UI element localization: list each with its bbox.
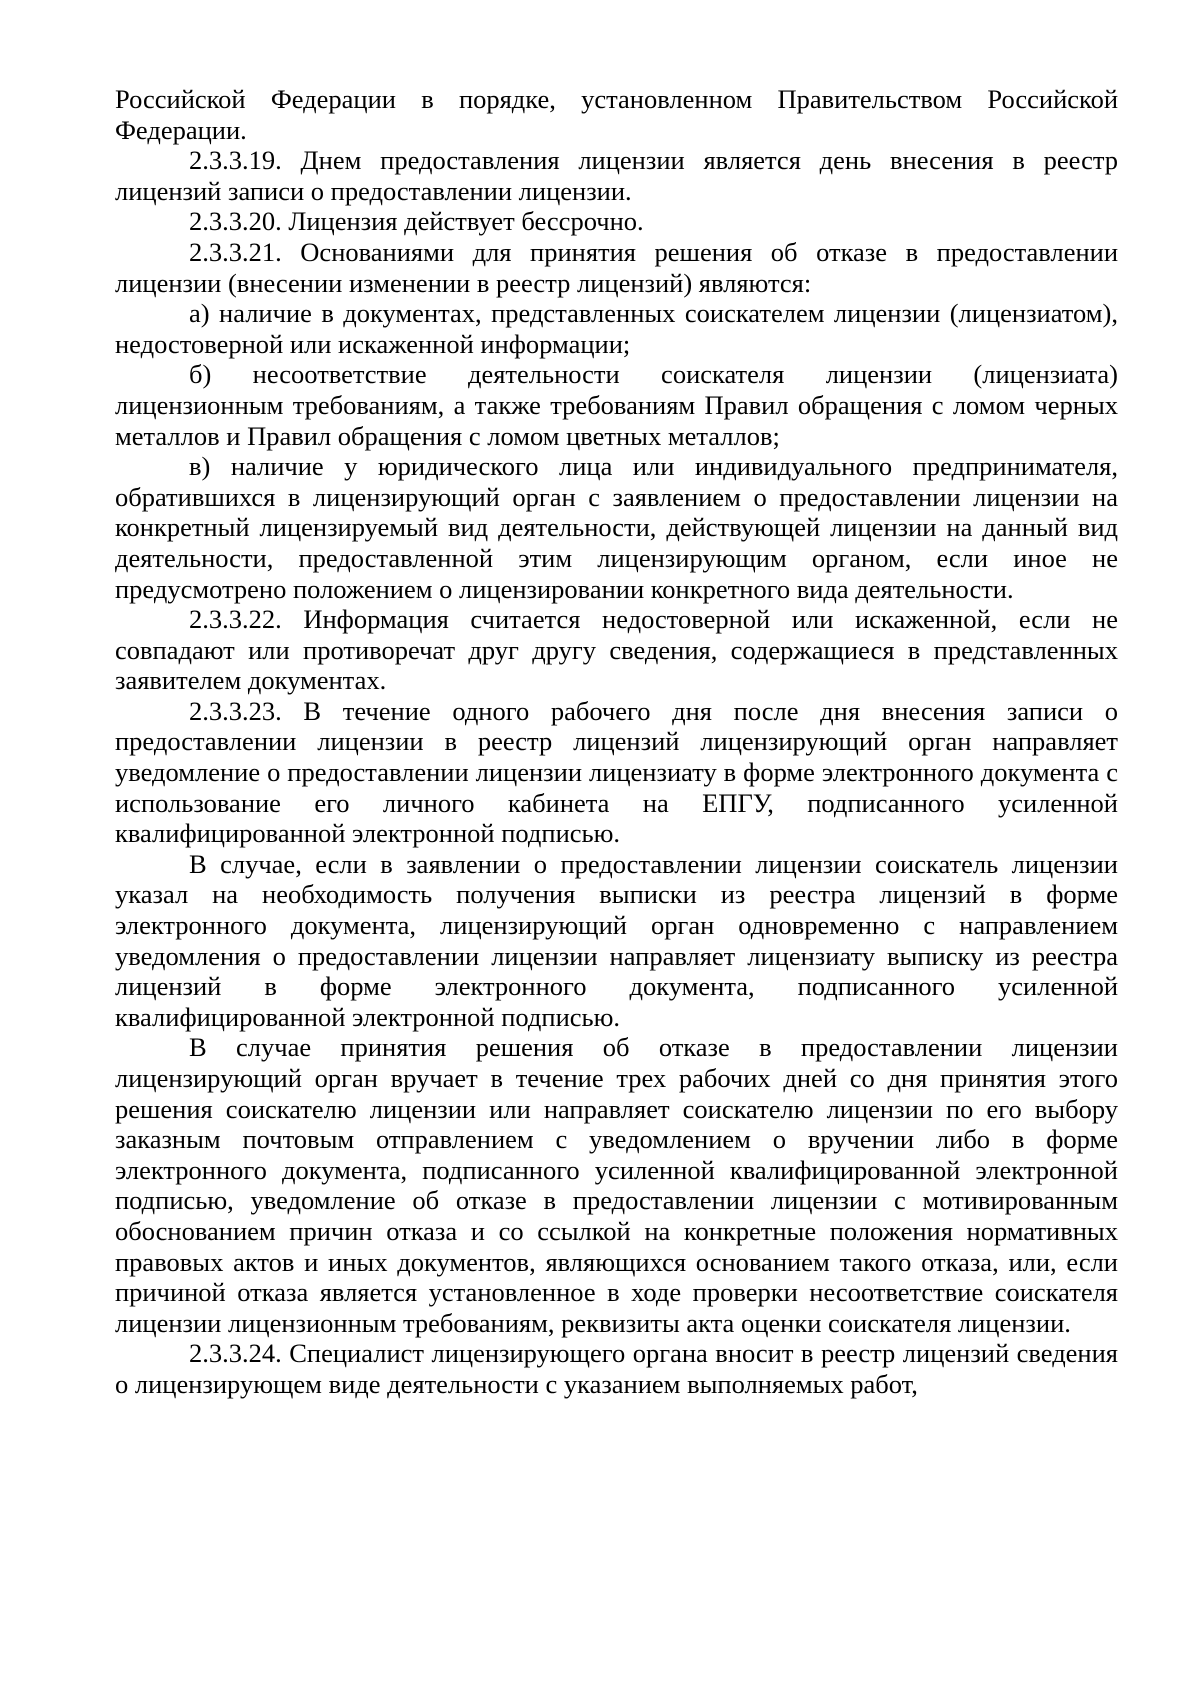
paragraph-2-3-3-20: 2.3.3.20. Лицензия действует бессрочно. [189, 206, 644, 237]
paragraph-2-3-3-19: 2.3.3.19. Днем предоставления лицензии является день внесения в реестр лицензий записи о предоставлении лицензии. [115, 145, 1118, 206]
paragraph-2-3-3-24: 2.3.3.24. Специалист лицензирующего органа вносит в реестр лицензий сведения о лицензирующем виде деятельности с указанием выполняемых работ, [115, 1338, 1118, 1399]
paragraph-2-3-3-23: 2.3.3.23. В течение одного рабочего дня после дня внесения записи о предоставлении лицензии в реестр лицензий лицензирующий орган направляет уведомление о предоставлении лицензии лицензиату в форме электронного документа с использование его личного кабинета на ЕПГУ, подписанного усиленной квалифицированной электронной подписью. [115, 695, 1118, 849]
paragraph-item-v: в) наличие у юридического лица или индивидуального предпринимателя, обратившихся в лицензирующий орган с заявлением о предоставлении лицензии на конкретный лицензируемый вид деятельности, действующей лицензии на данный вид деятельности, предоставленной этим лицензирующим органом, если иное не предусмотрено положением о лицензировании конкретного вида деятельности. [115, 451, 1118, 604]
document-body [115, 84, 1118, 1400]
paragraph-extract-request: В случае, если в заявлении о предоставлении лицензии соискатель лицензии указал на необходимость получения выписки из реестра лицензий в форме электронного документа, лицензирующий орган одновременно с направлением уведомления о предоставлении лицензии направляет лицензиату выписку из реестра лицензий в форме электронного документа, подписанного усиленной квалифицированной электронной подписью. [115, 848, 1118, 1032]
paragraph-2-3-3-21: 2.3.3.21. Основаниями для принятия решения об отказе в предоставлении лицензии (внесении изменении в реестр лицензий) являются: [115, 236, 1118, 298]
paragraph-continuation: Российской Федерации в порядке, установленном Правительством Российской Федерации. [115, 84, 1118, 145]
paragraph-2-3-3-22: 2.3.3.22. Информация считается недостоверной или искаженной, если не совпадают или противоречат друг другу сведения, содержащиеся в представленных заявителем документах. [115, 604, 1118, 696]
paragraph-refusal-notice: В случае принятия решения об отказе в предоставлении лицензии лицензирующий орган вручает в течение трех рабочих дней со дня принятия этого решения соискателю лицензии или направляет соискателю лицензии по его выбору заказным почтовым отправлением с уведомлением о вручении либо в форме электронного документа, подписанного усиленной квалифицированной электронной подписью, уведомление об отказе в предоставлении лицензии с мотивированным обоснованием причин отказа и со ссылкой на конкретные положения нормативных правовых актов и иных документов, являющихся основанием такого отказа, или, если причиной отказа является установленное в ходе проверки несоответствие соискателя лицензии лицензионным требованиям, реквизиты акта оценки соискателя лицензии. [115, 1032, 1118, 1338]
paragraph-item-b: б) несоответствие деятельности соискателя лицензии (лицензиата) лицензионным требованиям, а также требованиям Правил обращения с ломом черных металлов и Правил обращения с ломом цветных металлов; [115, 359, 1118, 451]
paragraph-item-a: а) наличие в документах, представленных соискателем лицензии (лицензиатом), недостоверной или искаженной информации; [115, 298, 1118, 359]
